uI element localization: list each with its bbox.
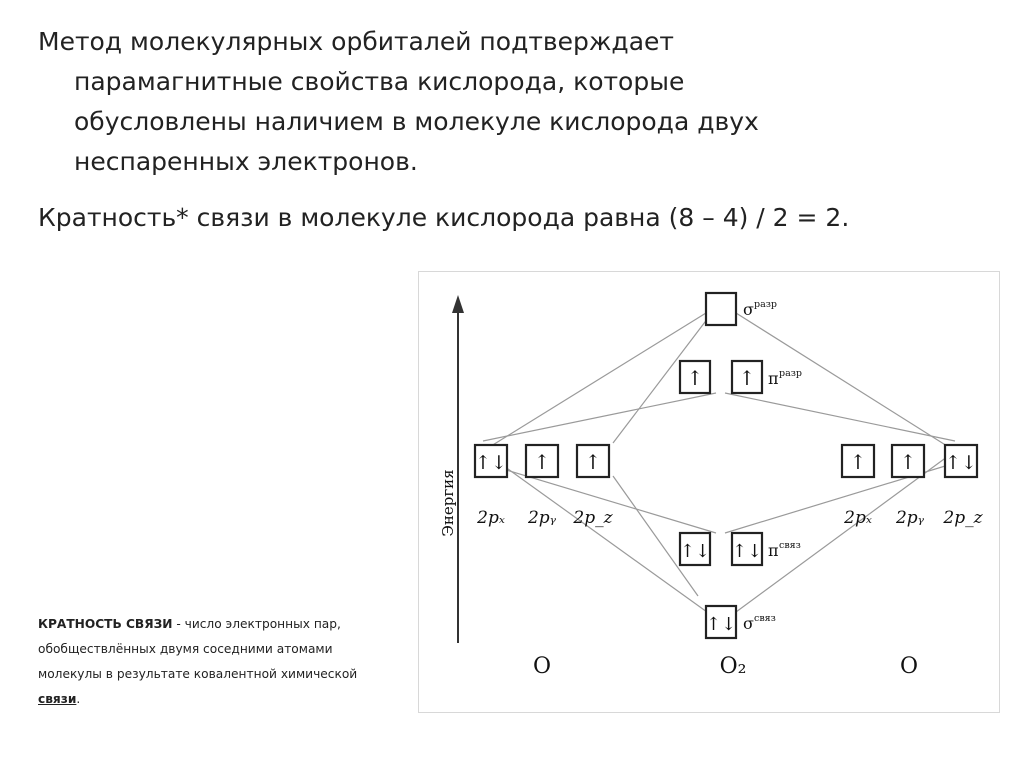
- energy-axis-label: Энергия: [439, 469, 457, 537]
- paragraph-line: парамагнитные свойства кислорода, которые: [74, 67, 685, 96]
- paragraph-line: Метод молекулярных орбиталей подтверждает: [38, 27, 674, 56]
- paragraph-mo-method: [38, 22, 938, 182]
- orbital-electrons: ↑↓: [945, 452, 977, 474]
- orbital-label-right-2pz: 2p_z: [943, 508, 983, 528]
- paragraph-line: Кратность* связи в молекуле кислорода равна (8 – 4) / 2 = 2.: [38, 203, 850, 232]
- orbital-electrons: ↑: [738, 366, 756, 390]
- diagram-frame: [419, 272, 1000, 713]
- note-term: КРАТНОСТЬ СВЯЗИ: [38, 617, 173, 631]
- orbital-electrons: ↑: [584, 450, 602, 474]
- paragraph-line: обусловлены наличием в молекуле кислорода двух: [74, 107, 759, 136]
- orbital-label-left-2py: 2pᵧ: [527, 508, 557, 528]
- sigma-antibonding-sup: разр: [754, 299, 778, 310]
- orbital-electrons: ↑↓: [731, 541, 763, 562]
- note-definition: - число электронных пар, обобществлённых двумя соседними атомами молекулы в результате ковалентной химической: [38, 617, 358, 681]
- pi-bonding-symbol: π: [768, 541, 779, 560]
- orbital-label-left-2pz: 2p_z: [573, 508, 613, 528]
- orbital-electrons: ↑↓: [475, 452, 507, 474]
- orbital-electrons: ↑: [686, 366, 704, 390]
- orbital-label-left-2px: 2pₓ: [477, 508, 505, 528]
- pi-antibonding-sup: разр: [779, 368, 803, 379]
- orbital-label-right-2px: 2pₓ: [844, 508, 872, 528]
- pi-bonding-sup: связ: [779, 540, 801, 551]
- orbital-electrons: ↑: [899, 450, 917, 474]
- atom-label-right: O: [899, 654, 919, 679]
- note-last-word: связи: [38, 692, 77, 706]
- orbital-electrons: ↑: [849, 450, 867, 474]
- orbital-electrons: ↑: [533, 450, 551, 474]
- orbital-electrons: ↑↓: [705, 614, 737, 635]
- orbital-label-right-2py: 2pᵧ: [895, 508, 925, 528]
- paragraph-line: неспаренных электронов.: [74, 147, 418, 176]
- sigma-antibonding-symbol: σ: [743, 300, 754, 319]
- orbital-box-sigma-antibonding: [706, 293, 736, 325]
- orbital-electrons: ↑↓: [679, 541, 711, 562]
- sigma-bonding-symbol: σ: [743, 614, 754, 633]
- note-end: .: [76, 692, 81, 706]
- paragraph-bond-order: [38, 198, 978, 238]
- atom-label-left: O: [532, 654, 552, 679]
- bond-order-definition-note: [38, 612, 398, 712]
- molecule-label: O₂: [719, 654, 747, 679]
- sigma-bonding-sup: связ: [754, 613, 776, 624]
- mo-energy-diagram: [418, 271, 1000, 713]
- pi-antibonding-symbol: π: [768, 369, 779, 388]
